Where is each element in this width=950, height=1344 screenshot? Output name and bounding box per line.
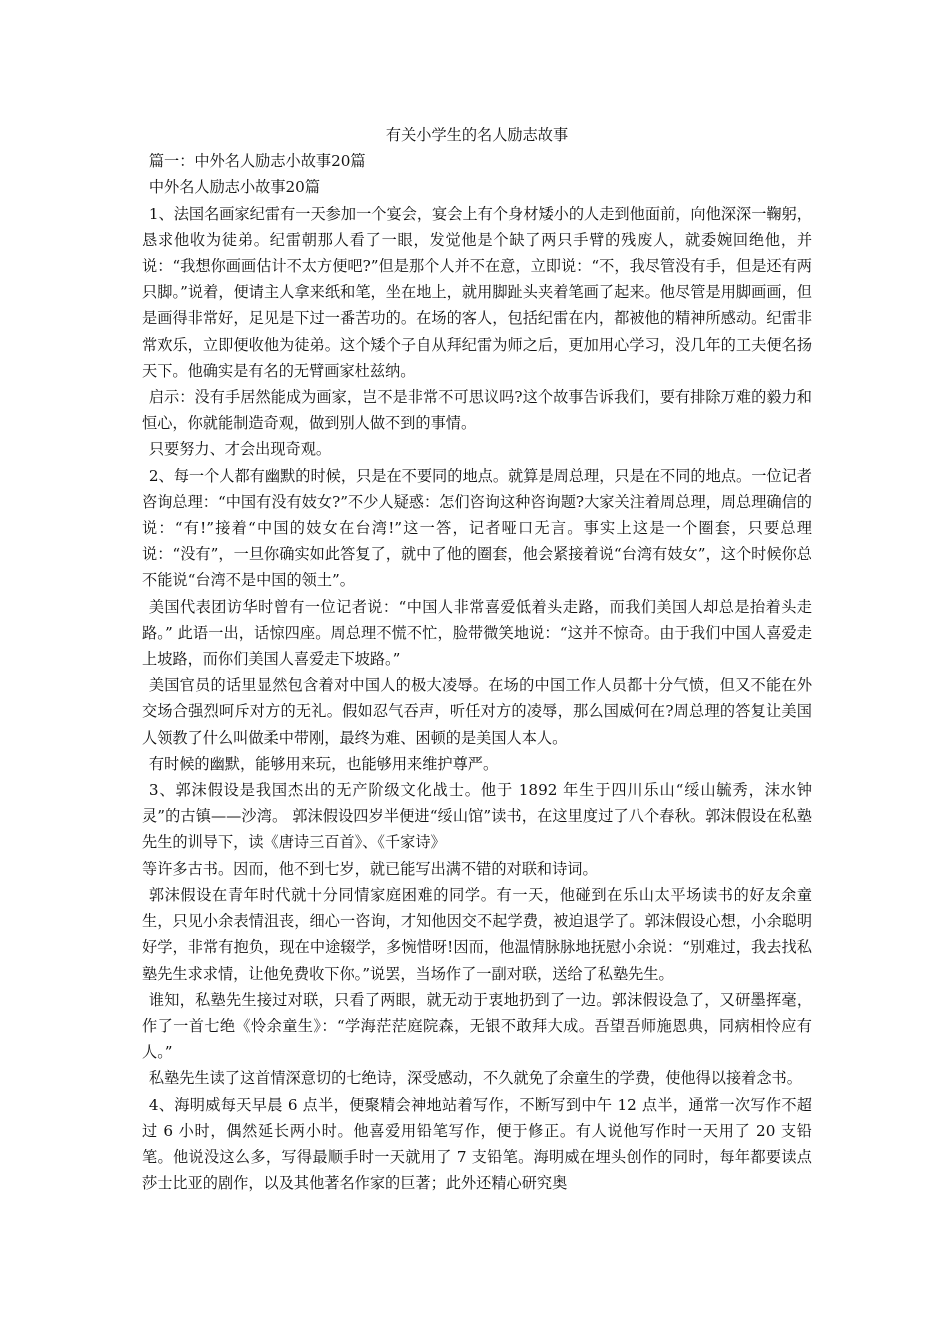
paragraph: 等许多古书。因而，他不到七岁，就已能写出满不错的对联和诗词。 [142, 859, 598, 878]
document-page [142, 122, 812, 1196]
paragraph: 只要努力、才会出现奇观。 [148, 440, 332, 459]
paragraph: 4、海明威每天早晨 6 点半，便聚精会神地站着写作，不断写到中午 12 点半，通常一次写作不超过 6 小时，偶然延长两小时。他喜爱用铅笔写作，便于修正。有人说他写作时一天用了 20 支铅笔。他说没这么多，写得最顺手时一天就用了 7 支铅笔。海明威在埋头创作的同时，每年都要读点莎士比亚的剧作，以及其他著名作家的巨著；此外还精心研究奥 [142, 1095, 812, 1193]
document-title: 有关小学生的名人励志故事 [385, 126, 569, 144]
paragraph: 2、每一个人都有幽默的时候，只是在不要同的地点。就算是周总理，只是在不同的地点。一位记者咨询总理：“中国有没有妓女?”不少人疑惑：怎们咨询这种咨询题?大家关注着周总理，周总理确信的说：“有!”接着“中国的妓女在台湾!”这一答，记者哑口无言。事实上这是一个圈套，只要总理说：“没有”，一旦你确实如此答复了，就中了他的圈套，他会紧接着说“台湾有妓女”，这个时候你总不能说“台湾不是中国的领土”。 [142, 466, 812, 590]
paragraph: 中外名人励志小故事20篇 [148, 178, 321, 197]
paragraph: 美国官员的话里显然包含着对中国人的极大凌辱。在场的中国工作人员都十分气愤，但又不能在外交场合强烈呵斥对方的无礼。假如忍气吞声，听任对方的凌辱，那么国威何在?周总理的答复让美国人领教了什么叫做柔中带刚，最终为难、困顿的是美国人本人。 [142, 676, 812, 747]
paragraph: 启示：没有手居然能成为画家，岂不是非常不可思议吗?这个故事告诉我们，要有排除万难的毅力和恒心，你就能制造奇观，做到别人做不到的事情。 [142, 388, 812, 433]
paragraph: 私塾先生读了这首情深意切的七绝诗，深受感动，不久就免了余童生的学费，使他得以接着念书。 [148, 1069, 802, 1088]
paragraph: 3、郭沫假设是我国杰出的无产阶级文化战士。他于 1892 年生于四川乐山“绥山毓秀，沫水钟灵”的古镇——沙湾。 郭沫假设四岁半便进“绥山馆”读书，在这里度过了八个春秋。郭沫假设在私塾先生的训导下，读《唐诗三百首》、《千家诗》 [142, 781, 812, 852]
paragraph: 谁知，私塾先生接过对联，只看了两眼，就无动于衷地扔到了一边。郭沫假设急了，又研墨挥毫，作了一首七绝《怜余童生》：“学海茫茫庭院森，无银不敢拜大成。吾望吾师施恩典，同病相怜应有人。” [142, 990, 812, 1062]
paragraph: 有时候的幽默，能够用来玩，也能够用来维护尊严。 [148, 754, 499, 773]
paragraph: 郭沫假设在青年时代就十分同情家庭困难的同学。有一天，他碰到在乐山太平场读书的好友余童生，只见小余表情沮丧，细心一咨询，才知他因交不起学费，被迫退学了。郭沫假设心想，小余聪明好学，非常有抱负，现在中途辍学，多惋惜呀!因而，他温情脉脉地抚慰小余说：“别难过，我去找私塾先生求求情，让他免费收下你。”说罢，当场作了一副对联，送给了私塾先生。 [142, 885, 812, 983]
paragraph: 1、法国名画家纪雷有一天参加一个宴会，宴会上有个身材矮小的人走到他面前，向他深深一鞠躬，恳求他收为徒弟。纪雷朝那人看了一眼，发觉他是个缺了两只手臂的残废人，就委婉回绝他，并说：“我想你画画估计不太方便吧?”但是那个人并不在意，立即说：“不，我尽管没有手，但是还有两只脚。”说着，便请主人拿来纸和笔，坐在地上，就用脚趾头夹着笔画了起来。他尽管是用脚画画，但是画得非常好，足见是下过一番苦功的。在场的客人，包括纪雷在内，都被他的精神所感动。纪雷非常欢乐，立即便收他为徒弟。这个矮个子自从拜纪雷为师之后，更加用心学习，没几年的工夫便名扬天下。他确实是有名的无臂画家杜兹纳。 [142, 204, 812, 380]
paragraph: 美国代表团访华时曾有一位记者说：“中国人非常喜爱低着头走路，而我们美国人却总是抬着头走路。” 此语一出，话惊四座。周总理不慌不忙，脸带微笑地说：“这并不惊奇。由于我们中国人喜爱走上坡路，而你们美国人喜爱走下坡路。” [142, 597, 812, 669]
paragraph: 篇一：中外名人励志小故事20篇 [148, 152, 366, 171]
